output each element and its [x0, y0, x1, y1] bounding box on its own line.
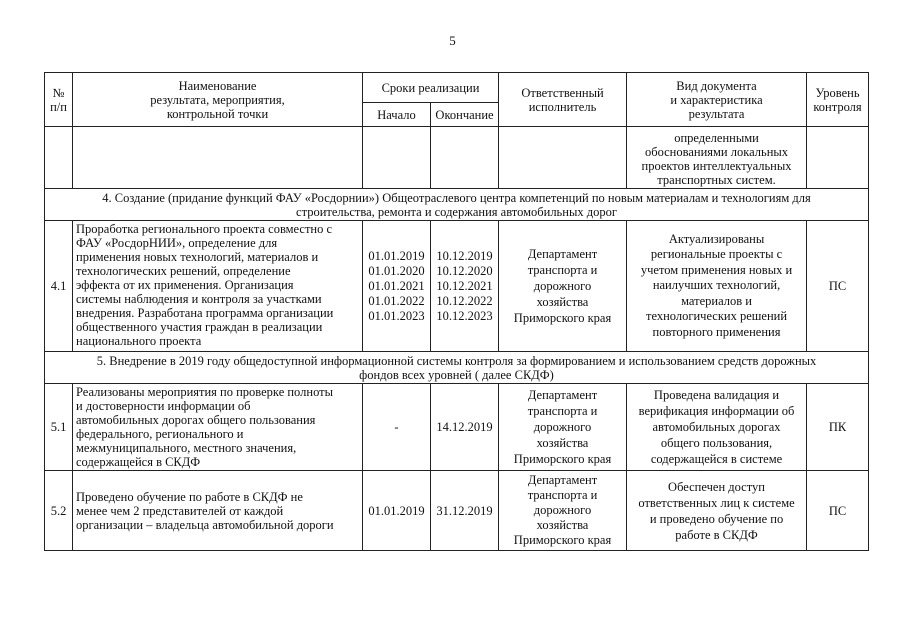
doc-line: Обеспечен доступ	[668, 479, 765, 494]
name-line: Реализованы мероприятия по проверке полноты	[76, 385, 334, 399]
row-num: 4.1	[45, 221, 73, 352]
responsible-line: Приморского края	[513, 311, 612, 325]
header-num	[45, 73, 73, 127]
row-end: 31.12.2019	[431, 471, 499, 551]
plan-table	[44, 72, 869, 551]
section-title-line: фондов всех уровней ( далее СКДФ)	[359, 367, 554, 382]
page-number: 5	[449, 33, 456, 48]
start-date: 01.01.2019	[368, 248, 425, 263]
doc-line: обоснованиями локальных	[644, 145, 789, 159]
header-name-line: Наименование	[178, 78, 257, 93]
doc-line: региональные проекты с	[650, 247, 783, 262]
row-responsible	[499, 221, 627, 352]
header-name-line: контрольной точки	[166, 106, 269, 121]
doc-line: Актуализированы	[668, 231, 765, 246]
row-doc	[627, 471, 807, 551]
doc-line: ответственных лиц к системе	[638, 495, 795, 510]
responsible-line: дорожного	[533, 503, 592, 517]
row-level: ПС	[807, 221, 869, 352]
header-name	[73, 73, 363, 127]
section-title-line: строительства, ремонта и содержания автомобильных дорог	[296, 204, 617, 219]
name-line: общественного участия граждан в реализации	[76, 320, 323, 334]
row-responsible	[499, 384, 627, 471]
responsible-line: дорожного	[533, 279, 592, 293]
responsible-line: хозяйства	[536, 436, 589, 450]
header-responsible-line: Ответственный	[521, 85, 604, 100]
name-line: Проведено обучение по работе в СКДФ не	[76, 489, 303, 504]
header-num-line: п/п	[50, 99, 67, 114]
doc-line: общего пользования,	[660, 436, 773, 450]
name-line: эффекта от их применения. Организация	[76, 278, 294, 292]
responsible-line: транспорта и	[527, 488, 598, 502]
doc-line: технологических решений	[645, 309, 788, 324]
cell-empty	[363, 127, 431, 189]
doc-line: материалов и	[681, 293, 752, 308]
section-4-row	[45, 189, 869, 221]
header-level-line: Уровень	[815, 85, 860, 100]
row-4-1	[45, 221, 869, 352]
end-date: 10.12.2022	[436, 293, 493, 308]
row-5-2	[45, 471, 869, 551]
responsible-line: Департамент	[527, 473, 598, 487]
doc-line: наилучших технологий,	[652, 278, 781, 293]
start-date: 01.01.2022	[368, 293, 425, 308]
header-doc	[627, 73, 807, 127]
name-line: ФАУ «РосдорНИИ», определение для	[76, 236, 278, 250]
doc-line: верификация информации об	[638, 404, 795, 418]
row-end: 14.12.2019	[431, 384, 499, 471]
row-end-dates	[431, 221, 499, 352]
end-date: 10.12.2021	[436, 278, 493, 293]
doc-line: автомобильных дорогах	[652, 420, 781, 434]
responsible-line: транспорта и	[527, 263, 598, 277]
row-num: 5.2	[45, 471, 73, 551]
cell-empty	[499, 127, 627, 189]
responsible-line: Департамент	[527, 388, 598, 402]
row-name	[73, 384, 363, 471]
row-doc	[627, 221, 807, 352]
responsible-line: дорожного	[533, 420, 592, 434]
end-date: 10.12.2019	[436, 248, 493, 263]
section-5-title	[45, 352, 869, 384]
header-responsible-line: исполнитель	[528, 99, 597, 114]
responsible-line: Приморского края	[513, 533, 612, 547]
responsible-line: Приморского края	[513, 452, 612, 466]
name-line: автомобильных дорогах общего пользования	[76, 413, 316, 427]
row-name	[73, 221, 363, 352]
responsible-line: транспорта и	[527, 404, 598, 418]
name-line: федерального, регионального и	[76, 427, 244, 441]
section-title-line: 5. Внедрение в 2019 году общедоступной информационной системы контроля за формированием и использованием средств дорожных	[96, 353, 817, 368]
start-date: 01.01.2023	[368, 308, 425, 323]
row-5-1	[45, 384, 869, 471]
header-name-line: результата, мероприятия,	[150, 92, 285, 107]
doc-line: учетом применения новых и	[640, 262, 793, 277]
row-level: ПК	[807, 384, 869, 471]
end-date: 10.12.2020	[436, 263, 493, 278]
row-start-dates	[363, 221, 431, 352]
row-start: 01.01.2019	[363, 471, 431, 551]
doc-line: проектов интеллектуальных	[641, 159, 792, 173]
name-line: применения новых технологий, материалов и	[76, 250, 319, 264]
header-end: Окончание	[431, 103, 499, 127]
responsible-line: хозяйства	[536, 295, 589, 309]
name-line: организации – владельца автомобильной дороги	[76, 517, 334, 532]
doc-line: содержащейся в системе	[650, 452, 783, 466]
section-title-line: 4. Создание (придание функций ФАУ «Росдорнии») Общеотраслевого центра компетенций по новым материалам и технологиям для	[102, 190, 811, 205]
start-date: 01.01.2021	[368, 278, 425, 293]
doc-line: Проведена валидация и	[653, 388, 780, 402]
header-num-line: №	[52, 85, 65, 100]
name-line: менее чем 2 представителей от каждой	[76, 503, 284, 518]
responsible-line: Департамент	[527, 247, 598, 261]
name-line: содержащейся в СКДФ	[76, 455, 201, 469]
row-start: -	[363, 384, 431, 471]
header-row	[45, 73, 869, 103]
continuation-doc	[627, 127, 807, 189]
row-responsible	[499, 471, 627, 551]
doc-line: работе в СКДФ	[675, 527, 758, 542]
section-5-row	[45, 352, 869, 384]
doc-line: и проведено обучение по	[649, 511, 784, 526]
continuation-row	[45, 127, 869, 189]
responsible-line: хозяйства	[536, 518, 589, 532]
end-date: 10.12.2023	[436, 308, 493, 323]
header-level	[807, 73, 869, 127]
cell-empty	[73, 127, 363, 189]
header-level-line: контроля	[813, 99, 862, 114]
header-start: Начало	[363, 103, 431, 127]
doc-line: определенными	[674, 131, 759, 145]
header-responsible	[499, 73, 627, 127]
header-doc-line: и характеристика	[670, 92, 763, 107]
name-line: и достоверности информации об	[76, 399, 251, 413]
name-line: системы наблюдения и контроля за участками	[76, 292, 322, 306]
name-line: Проработка регионального проекта совместно с	[76, 222, 333, 236]
row-level: ПС	[807, 471, 869, 551]
header-doc-line: результата	[688, 106, 745, 121]
row-doc	[627, 384, 807, 471]
header-doc-line: Вид документа	[676, 78, 757, 93]
name-line: технологических решений, определение	[76, 264, 291, 278]
name-line: национального проекта	[76, 334, 202, 348]
start-date: 01.01.2020	[368, 263, 425, 278]
row-name	[73, 471, 363, 551]
header-terms: Сроки реализации	[363, 73, 499, 103]
name-line: межмуниципального, местного значения,	[76, 441, 297, 455]
doc-line: повторного применения	[652, 324, 781, 339]
cell-empty	[431, 127, 499, 189]
cell-empty	[45, 127, 73, 189]
cell-empty	[807, 127, 869, 189]
row-num: 5.1	[45, 384, 73, 471]
section-4-title	[45, 189, 869, 221]
doc-line: транспортных систем.	[657, 173, 776, 187]
name-line: внедрения. Разработана программа организации	[76, 306, 334, 320]
